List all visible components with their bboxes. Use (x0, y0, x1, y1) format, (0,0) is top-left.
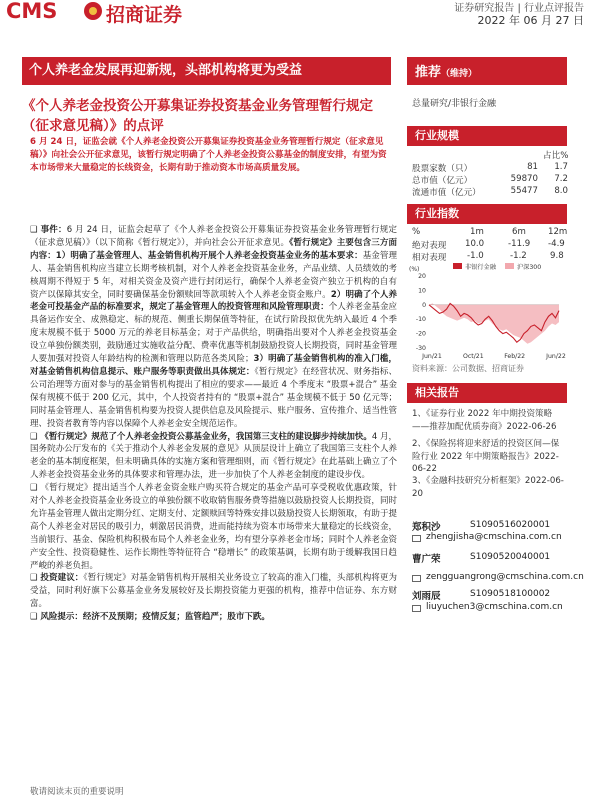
legend-swatch (453, 263, 462, 269)
index-value: -1.0 (467, 251, 484, 261)
index-col-head: 6m (512, 227, 526, 237)
scale-row-pct: 1.7 (554, 162, 568, 172)
event-text-1: 基金管理人、基金销售机构应当建立长期考核机制，对个人养老金投资基金业务，产品业绩、人员绩效的考核周期不得短于 5 年，对相关资金及资产进行封闭运行，确保个人养老金资产独立于机构的自有资产以保障其安全，同时要确保基金份额赎回等款项转入个人养老金资金账户。 (30, 250, 397, 300)
y-tick-label: 10 (418, 287, 426, 295)
report-body (30, 224, 397, 624)
mail-icon (412, 605, 421, 612)
policy-text-2: 《暂行规定》提出适当个人养老金资金账户购买符合规定的基金产品可享受税收优惠政策，针对个人养老金投资基金业务设立的单独份额不收取销售服务费等措施以鼓励投资人长期投资，同时允许基金管理人做出定期分红、定期支付、定额赎回等特殊安排以鼓励投资人长期领取，有助于提高个人养老金对居民的吸引力，刺激居民消费，进而能持续为资本市场带来大量稳定的长线资金，当前银行、基金、保险机构积极布局个人养老金业务，均有望分享养老金市场；同时个人养老金资产安全性、投资稳健性、运作长期性等特征符合 “稳增长” 的政策基调，长期有助于缓解我国日趋严峻的养老负担。 (30, 483, 397, 571)
index-value: -11.9 (508, 239, 531, 249)
rating-bar (407, 57, 567, 85)
rating-label: 推荐 (415, 65, 442, 80)
scale-col-head: 占比% (543, 151, 569, 161)
y-tick-label: -10 (415, 316, 426, 324)
index-value: 9.8 (550, 251, 564, 261)
index-row-label: 相对表现 (412, 253, 447, 263)
event-text-2: 个人养老金基金应具备运作安全、成熟稳定、标的规范、侧重长期保值等特征，在试行阶段拟优先纳入最近 4 个季度末规模不低于 5000 万元的养老目标基金；对于产品供给，明确指出要对个人养老金投资基金设立单独份额类别，鼓励通过实施收益分配、费率优惠等机制鼓励投资人长期投资，同时基金管理人要加强对投资人年龄结构的检测和管理以防范各类风险； (30, 302, 397, 365)
x-tick-label: Jun/22 (546, 353, 566, 360)
analyst-name: 曹广荣 (412, 554, 441, 565)
paragraph-policy (30, 431, 397, 483)
report-type: 证券研究报告 | 行业点评报告 (454, 3, 584, 14)
y-tick-label: -20 (415, 330, 426, 338)
analyst-email[interactable]: zhengjisha@cmschina.com.cn (426, 532, 562, 542)
index-col-head: % (412, 227, 421, 237)
y-tick-label: 20 (418, 273, 426, 280)
analyst-id: S1090516020001 (470, 520, 551, 530)
x-tick-label: Jun/21 (422, 353, 442, 360)
bullet-icon: ❑ (30, 225, 41, 235)
research-category: 总量研究/非银行金融 (412, 99, 497, 109)
event-point-1: 《暂行规定》主要包含三方面内容：1）明确了基金管理人、基金销售机构开展个人养老金投资基金业务的基本要求： (30, 237, 397, 261)
y-tick-label: -30 (415, 345, 426, 352)
mail-icon (412, 575, 421, 582)
scale-row-value: 59870 (510, 174, 538, 184)
title-bar: 个人养老金发展再迎新规，头部机构将更为受益 (22, 57, 391, 85)
risk-label: 风险提示： (40, 612, 83, 623)
scale-row-value: 55477 (510, 186, 538, 196)
index-value: -1.2 (510, 251, 527, 261)
index-row-label: 绝对表现 (412, 241, 447, 251)
y-tick-label: 0 (422, 301, 426, 309)
logo-text-en: CMS (6, 0, 58, 23)
related-report-item[interactable]: 2、《保险拐将迎来舒适的投资区间—保险行业 2022 年中期策略报告》2022-06-22 (412, 439, 560, 474)
paragraph-event (30, 224, 397, 431)
bullet-icon: ❑ (30, 573, 41, 584)
scale-row-pct: 7.2 (554, 174, 568, 184)
related-report-item[interactable]: 1、《证券行业 2022 年中期投资策略——推荐加配优质券商》2022-06-26 (412, 409, 557, 432)
risk-text: 经济不及预期；疫情反复；监管趋严；股市下跌。 (82, 612, 270, 623)
event-label: 事件： (40, 225, 67, 235)
bullet-icon: ❑ (30, 431, 41, 442)
analyst-id: S1090518100002 (470, 589, 551, 599)
bullet-icon: ❑ (30, 483, 41, 494)
policy-text: 4 月，国务院办公厅发布的《关于推动个人养老金发展的意见》从顶层设计上确立了我国第三支柱个人养老金的基本制度框架，但未明确具体的实施方案和管理细则，而《暂行规定》在此基础上确立了个人养老金投资基金业务的具体要求和管理办法，进一步加快了个人养老金制度的建设步伐。 (30, 431, 397, 481)
event-point-3: 3）明确了基金销售机构的准入门槛，对基金销售机构信息提示、账户服务等职责做出具体规定： (30, 354, 397, 377)
paragraph-policy-2 (30, 482, 397, 572)
analyst-name: 刘雨辰 (412, 591, 441, 602)
scale-row-value: 81 (527, 162, 538, 172)
summary-text: 6 月 24 日，证监会就《个人养老金投资公开募集证券投资基金业务管理暂行规定（征求意见稿）》向社会公开征求意见，该暂行规定明确了个人养老金投资公募基金的制度安排，有望为资本市场带来大量稳定的长线资金，长期有助于推动资本市场高质量发展。 (30, 137, 387, 173)
company-logo (6, 0, 206, 26)
performance-chart (407, 262, 569, 362)
mail-icon (412, 535, 421, 542)
advice-text: 《暂行规定》对基金销售机构开展相关业务设立了较高的准入门槛，头部机构将更为受益，同时利好旗下公募基金业务发展较好及长期投资能力更强的机构，推荐中信证券、东方财富。 (30, 573, 397, 610)
related-reports-heading: 相关报告 (407, 383, 567, 403)
industry-index-heading: 行业指数 (407, 204, 567, 224)
report-subtitle: 《个人养老金投资公开募集证券投资基金业务管理暂行规定（征求意见稿）》的点评 (22, 98, 373, 134)
policy-heading: 《暂行规定》规范了个人养老金投资公募基金业务，我国第三支柱的建设脚步持续加快。 (40, 431, 372, 442)
logo-text-cn: 招商证券 (106, 4, 183, 26)
paragraph-risk (30, 611, 397, 624)
scale-row-pct: 8.0 (554, 186, 568, 196)
paragraph-advice (30, 572, 397, 611)
event-point-2: 2）明确了个人养老金可投基金产品的标准要求，规定了基金管理人的投资管理和风险管理职责： (30, 289, 397, 313)
x-tick-label: Feb/22 (504, 353, 526, 360)
footer-note: 敬请阅读末页的重要说明 (30, 787, 124, 797)
rating-sub: （维持） (441, 69, 478, 79)
index-value: -4.9 (548, 239, 565, 249)
bullet-icon: ❑ (30, 612, 41, 623)
analyst-email[interactable]: liuyuchen3@cmschina.com.cn (426, 602, 563, 612)
analyst-id: S1090520040001 (470, 552, 551, 562)
scale-row-label: 流通市值（亿元） (412, 188, 481, 198)
analyst-name: 郑积沙 (412, 522, 441, 533)
y-axis-label: (%) (409, 266, 420, 273)
index-value: 10.0 (465, 239, 485, 249)
related-report-item[interactable]: 3、《金融科技研究分析框架》2022-06-20 (412, 476, 564, 499)
industry-scale-heading: 行业规模 (407, 126, 567, 146)
legend-label: 沪深300 (517, 264, 542, 271)
legend-swatch (505, 263, 514, 269)
report-date: 2022 年 06 月 27 日 (477, 14, 584, 27)
analyst-email[interactable]: zengguangrong@cmschina.com.cn (426, 572, 584, 582)
event-text: 6 月 24 日，证监会起草了《个人养老金投资公开募集证券投资基金业务管理暂行规定（征求意见稿）》（以下简称《暂行规定》），并向社会公开征求意见。 (30, 225, 397, 248)
legend-label: 非银行金融 (465, 264, 496, 271)
index-col-head: 12m (548, 227, 568, 237)
advice-label: 投资建议： (40, 573, 84, 584)
scale-row-label: 总市值（亿元） (412, 176, 473, 186)
event-text-3: 《暂行规定》在经营状况、财务指标、公司治理等方面对参与的基金销售机构提出了相应的要求——最近 4 个季度末 “股票+混合” 基金保有规模不低于 200 亿元，其中，个人投资者持有的 “股票+混合” 基金规模不低于 50 亿元等；同时基金管理人、基金销售机构要为投资人提供信息及风险提示、账户服务、宣传推介、适当性管理、投资者教育等内容以保障个人养老金安全规范运作。 (30, 366, 397, 429)
chart-source: 资料来源：公司数据、招商证券 (412, 364, 524, 373)
x-tick-label: Oct/21 (463, 353, 484, 360)
index-col-head: 1m (470, 227, 484, 237)
logo-mark-icon (84, 2, 102, 20)
scale-row-label: 股票家数（只） (412, 164, 473, 174)
